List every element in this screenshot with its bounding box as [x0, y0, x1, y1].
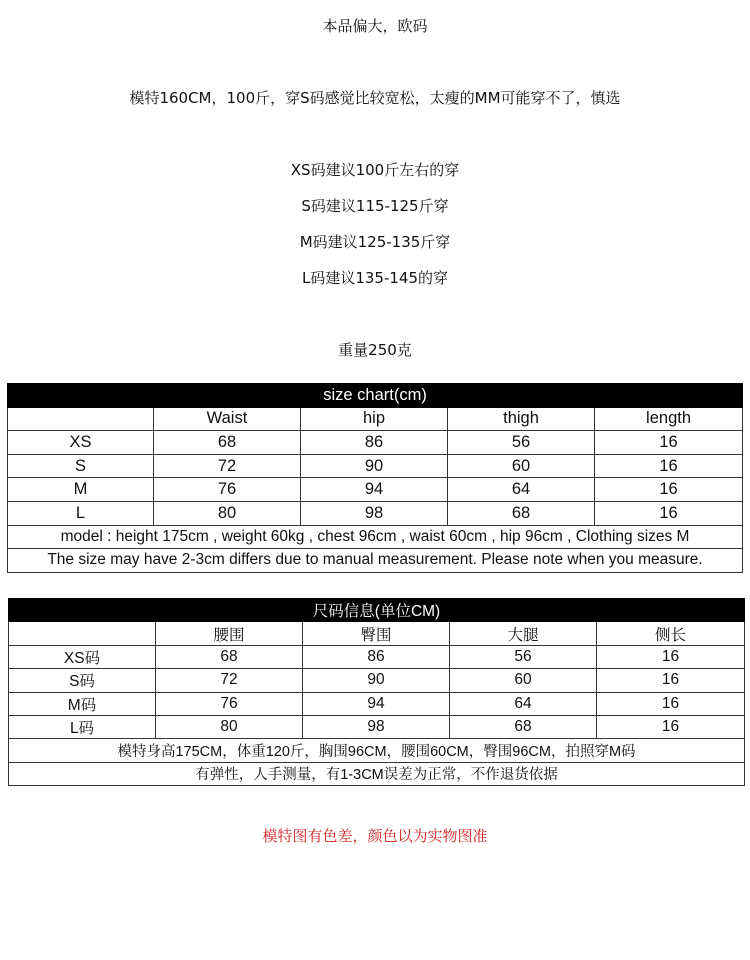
header-cell: thigh: [448, 407, 595, 431]
header-cell: 大腿: [450, 622, 597, 645]
table-cell: 16: [597, 669, 745, 692]
table-cell: 86: [301, 431, 448, 455]
size-label: XS: [8, 431, 154, 455]
table-header-row: [8, 407, 743, 431]
header-cell: 腰围: [156, 622, 303, 645]
intro-line-s-advice: S码建议115-125斤穿: [301, 197, 449, 215]
size-label: S: [8, 454, 154, 478]
header-cell: [8, 407, 154, 431]
intro-line-model-info: 模特160CM，100斤，穿S码感觉比较宽松，太瘦的MM可能穿不了，慎选: [129, 89, 621, 107]
intro-line-size-note: 本品偏大，欧码: [322, 17, 428, 35]
table-row: [9, 715, 745, 738]
size-label: L: [8, 501, 154, 525]
table-cell: 72: [156, 669, 303, 692]
header-cell: 侧长: [597, 622, 745, 645]
table-cell: 76: [154, 478, 301, 502]
table-cell: 68: [156, 645, 303, 668]
table-cell: 16: [595, 431, 743, 455]
table-cell: 16: [597, 692, 745, 715]
table-cell: 64: [450, 692, 597, 715]
table-cell: 16: [595, 454, 743, 478]
table-cell: 16: [597, 645, 745, 668]
size-chart-title: 尺码信息(单位CM): [9, 599, 745, 622]
intro-line-m-advice: M码建议125-135斤穿: [299, 233, 451, 251]
size-label: M码: [9, 692, 156, 715]
size-label: L码: [9, 715, 156, 738]
header-cell: Waist: [154, 407, 301, 431]
size-chart-english: [7, 383, 743, 573]
table-cell: 90: [303, 669, 450, 692]
color-disclaimer: 模特图有色差，颜色以为实物图准: [262, 827, 488, 845]
header-cell: length: [595, 407, 743, 431]
table-cell: 16: [595, 478, 743, 502]
table-cell: 86: [303, 645, 450, 668]
table-row: [8, 501, 743, 525]
table-row: [9, 645, 745, 668]
table-cell: 68: [448, 501, 595, 525]
header-cell: 臀围: [303, 622, 450, 645]
header-cell: [9, 622, 156, 645]
table-cell: 90: [301, 454, 448, 478]
intro-line-xs-advice: XS码建议100斤左右的穿: [290, 161, 460, 179]
size-label: XS码: [9, 645, 156, 668]
measurement-note: 有弹性，人手测量，有1-3CM误差为正常，不作退货依据: [9, 762, 745, 785]
size-chart-chinese: [8, 598, 745, 786]
table-cell: 16: [597, 715, 745, 738]
size-label: S码: [9, 669, 156, 692]
table-cell: 76: [156, 692, 303, 715]
table-header-row: [9, 622, 745, 645]
table-row: [8, 431, 743, 455]
table-cell: 56: [450, 645, 597, 668]
table-row: [9, 692, 745, 715]
table-cell: 94: [303, 692, 450, 715]
table-cell: 80: [154, 501, 301, 525]
size-label: M: [8, 478, 154, 502]
table-cell: 60: [450, 669, 597, 692]
table-row: [8, 454, 743, 478]
table-cell: 98: [303, 715, 450, 738]
table-cell: 68: [154, 431, 301, 455]
table-cell: 64: [448, 478, 595, 502]
table-cell: 72: [154, 454, 301, 478]
size-chart-title: size chart(cm): [8, 384, 743, 408]
table-cell: 16: [595, 501, 743, 525]
table-row: [8, 478, 743, 502]
table-cell: 56: [448, 431, 595, 455]
header-cell: hip: [301, 407, 448, 431]
intro-line-weight: 重量250克: [338, 341, 412, 359]
table-cell: 94: [301, 478, 448, 502]
table-row: [9, 669, 745, 692]
table-cell: 68: [450, 715, 597, 738]
model-info-note: model : height 175cm , weight 60kg , chest 96cm , waist 60cm , hip 96cm , Clothing sizes M: [8, 525, 743, 549]
model-info-note: 模特身高175CM，体重120斤，胸围96CM，腰围60CM，臀围96CM，拍照穿M码: [9, 739, 745, 762]
table-cell: 80: [156, 715, 303, 738]
table-cell: 60: [448, 454, 595, 478]
intro-line-l-advice: L码建议135-145的穿: [301, 269, 449, 287]
table-cell: 98: [301, 501, 448, 525]
measurement-note: The size may have 2-3cm differs due to manual measurement. Please note when you measure.: [8, 549, 743, 573]
